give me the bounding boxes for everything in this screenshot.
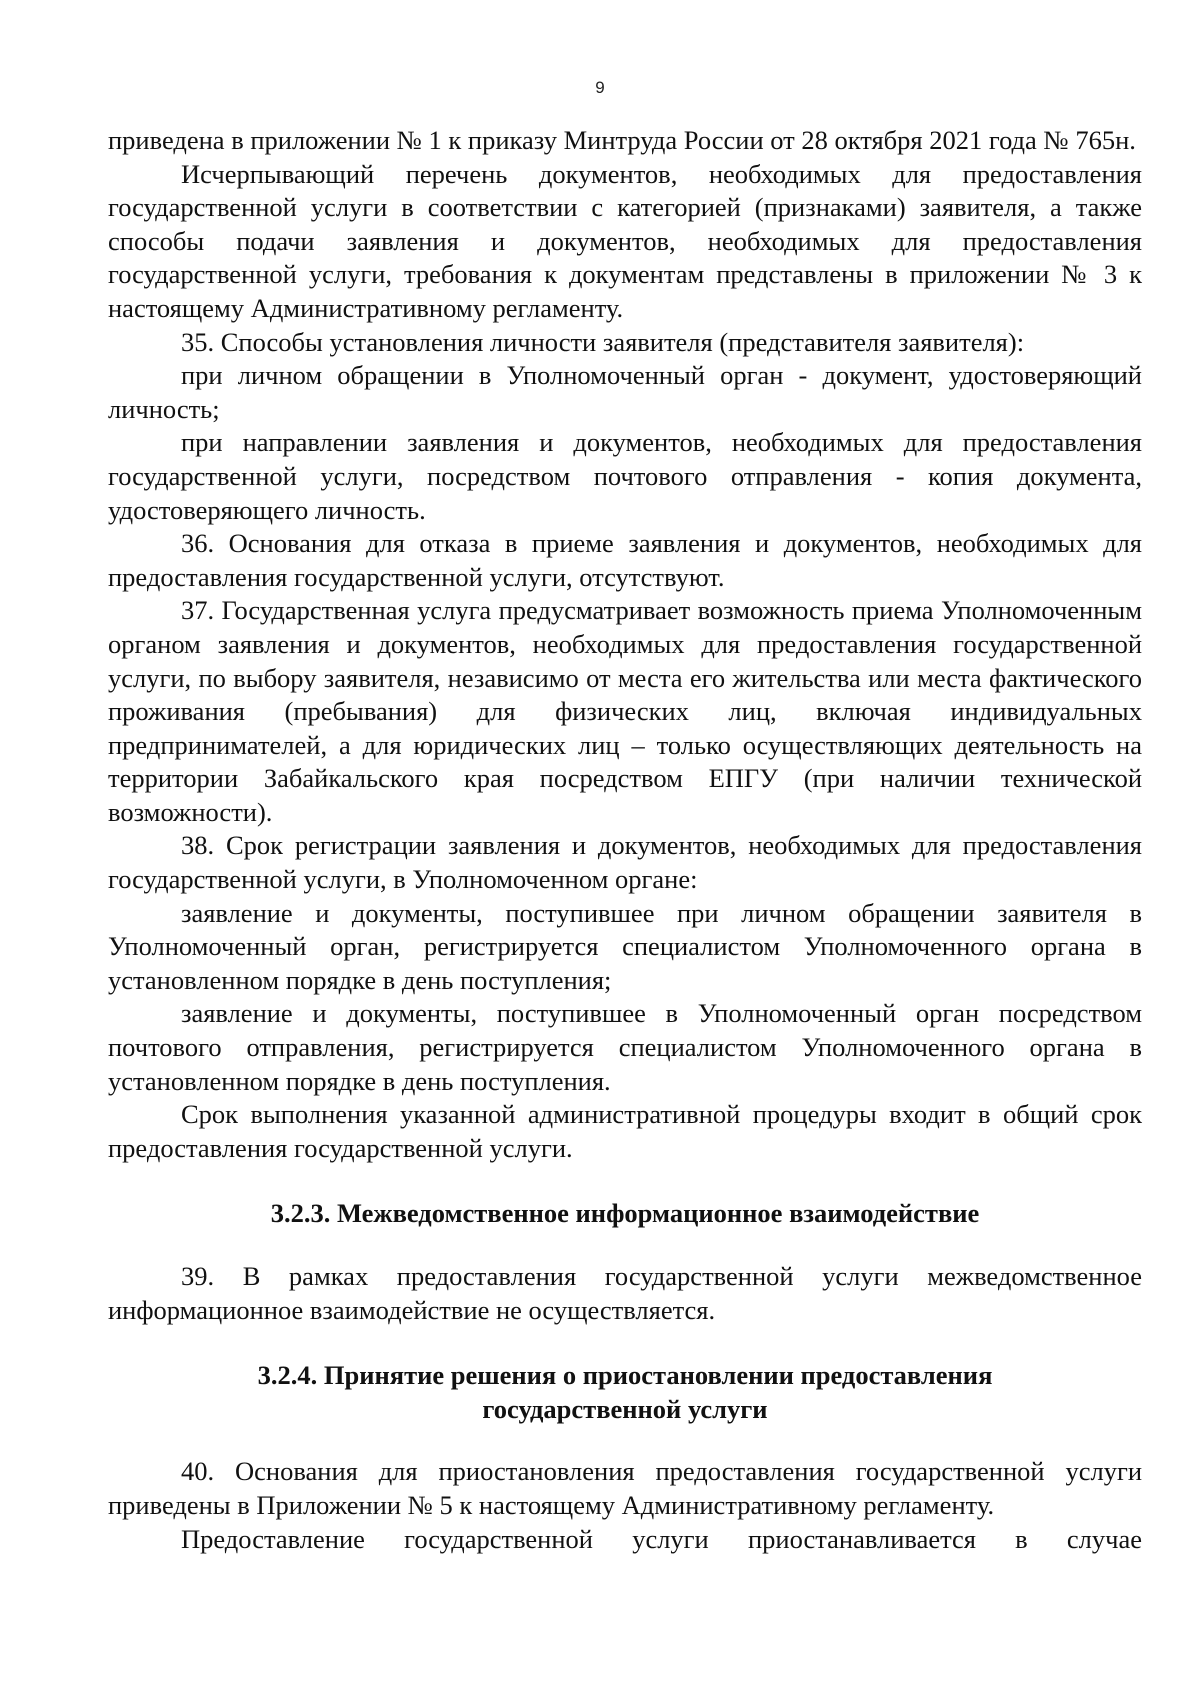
paragraph: приведена в приложении № 1 к приказу Минтруда России от 28 октября 2021 года № 765н. xyxy=(108,125,1136,155)
paragraph: 40. Основания для приостановления предоставления государственной услуги приведены в Приложении № 5 к настоящему Административному регламенту. xyxy=(108,1456,1142,1520)
paragraph: заявление и документы, поступившее в Уполномоченный орган посредством почтового отправления, регистрируется специалистом Уполномоченного органа в установленном порядке в день поступления. xyxy=(108,998,1142,1096)
paragraph: 35. Способы установления личности заявителя (представителя заявителя): xyxy=(181,326,1025,357)
section-heading-3-2-4 xyxy=(108,1359,1142,1426)
page-number: 9 xyxy=(595,78,605,97)
paragraph: 37. Государственная услуга предусматривает возможность приема Уполномоченным органом заявления и документов, необходимых для предоставления государственной услуги, по выбору заявителя, независимо от места его жительства или места фактического проживания (пребывания) для физических лиц, включая индивидуальных предпринимателей, а для юридических лиц – только осуществляющих деятельность на территории Забайкальского края посредством ЕПГУ (при наличии технической возможности). xyxy=(108,595,1142,827)
section-heading-line: государственной услуги xyxy=(482,1393,768,1424)
paragraph: при направлении заявления и документов, необходимых для предоставления государственной услуги, посредством почтового отправления - копия документа, удостоверяющего личность. xyxy=(108,427,1142,525)
paragraph: Предоставление государственной услуги приостанавливается в случае xyxy=(181,1523,1142,1554)
document-body xyxy=(108,124,1142,1556)
paragraph: Срок выполнения указанной административной процедуры входит в общий срок предоставления государственной услуги. xyxy=(108,1099,1142,1163)
paragraph: 38. Срок регистрации заявления и документов, необходимых для предоставления государственной услуги, в Уполномоченном органе: xyxy=(108,830,1142,895)
paragraph: 36. Основания для отказа в приеме заявления и документов, необходимых для предоставления государственной услуги, отсутствуют. xyxy=(108,528,1142,592)
section-heading-line: 3.2.4. Принятие решения о приостановлении предоставления xyxy=(257,1360,993,1391)
paragraph: при личном обращении в Уполномоченный орган - документ, удостоверяющий личность; xyxy=(108,360,1142,424)
paragraph: Исчерпывающий перечень документов, необходимых для предоставления государственной услуги в соответствии с категорией (признаками) заявителя, а также способы подачи заявления и документов, необходимых для предоставления государственной услуги, требования к документам представлены в приложении № 3 к настоящему Административному регламенту. xyxy=(108,158,1142,323)
paragraph: 39. В рамках предоставления государственной услуги межведомственное информационное взаимодействие не осуществляется. xyxy=(108,1261,1142,1325)
paragraph: заявление и документы, поступившее при личном обращении заявителя в Уполномоченный орган, регистрируется специалистом Уполномоченного органа в установленном порядке в день поступления; xyxy=(108,897,1142,995)
section-heading-3-2-3: 3.2.3. Межведомственное информационное взаимодействие xyxy=(270,1198,980,1229)
